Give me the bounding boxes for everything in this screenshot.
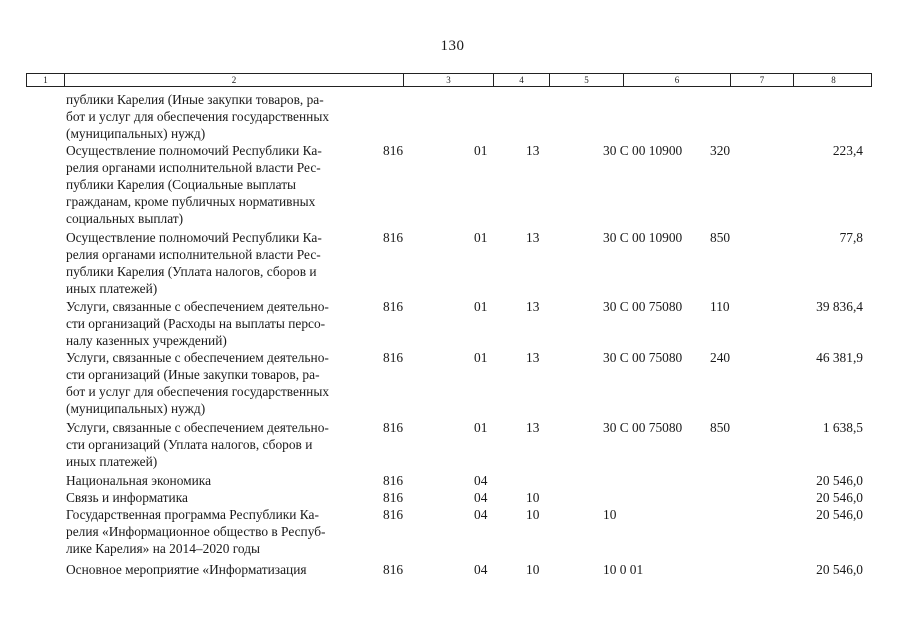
row-pr: 13 — [526, 230, 540, 245]
row-pr: 13 — [526, 143, 540, 158]
row-sum: 20 546,0 — [816, 490, 863, 505]
row-ved: 816 — [383, 490, 404, 505]
row-rz: 01 — [474, 230, 488, 245]
row-name: Услуги, связанные с обеспечением деятельно- сти организаций (Уплата налогов, сборов и иных платежей) — [66, 420, 329, 469]
row-vr: 110 — [710, 299, 730, 314]
row-pr: 13 — [526, 420, 540, 435]
table-header-row — [26, 73, 872, 87]
row-sum: 39 836,4 — [816, 299, 863, 314]
row-sum: 223,4 — [832, 143, 863, 158]
row-name: Услуги, связанные с обеспечением деятельно- сти организаций (Расходы на выплаты персо- налу казенных учреждений) — [66, 299, 329, 348]
row-name: Национальная экономика — [66, 473, 212, 488]
row-sum: 20 546,0 — [816, 507, 863, 522]
row-csr: 30 С 00 10900 — [603, 143, 683, 158]
header-col-6: 6 — [623, 74, 730, 86]
row-name: Услуги, связанные с обеспечением деятельно- сти организаций (Иные закупки товаров, ра- бот и услуг для обеспечения государственных (муниципальных) нужд) — [66, 350, 330, 416]
row-sum: 77,8 — [839, 230, 863, 245]
row-vr: 850 — [710, 230, 731, 245]
row-name: Связь и информатика — [66, 490, 188, 505]
row-rz: 04 — [474, 507, 488, 522]
row-ved: 816 — [383, 299, 404, 314]
row-sum: 46 381,9 — [816, 350, 863, 365]
row-name: Основное мероприятие «Информатизация — [66, 562, 307, 577]
row-rz: 04 — [474, 490, 488, 505]
row-ved: 816 — [383, 562, 404, 577]
row-sum: 1 638,5 — [822, 420, 863, 435]
row-rz: 01 — [474, 420, 488, 435]
row-vr: 240 — [710, 350, 731, 365]
row-rz: 04 — [474, 562, 488, 577]
row-name: Государственная программа Республики Ка- релия «Информационное общество в Респуб- лике Карелия» на 2014–2020 годы — [66, 507, 326, 556]
row-ved: 816 — [383, 420, 404, 435]
row-name: Осуществление полномочий Республики Ка- релия органами исполнительной власти Рес- публики Карелия (Социальные выплаты гражданам, кроме публичных нормативных социальных выплат) — [66, 143, 322, 226]
row-sum: 20 546,0 — [816, 562, 863, 577]
row-ved: 816 — [383, 473, 404, 488]
row-pr: 13 — [526, 299, 540, 314]
row-vr: 850 — [710, 420, 731, 435]
row-rz: 04 — [474, 473, 488, 488]
header-col-2: 2 — [64, 74, 403, 86]
header-col-1: 1 — [43, 75, 48, 85]
row-csr: 10 0 01 — [603, 562, 644, 577]
row-pr: 10 — [526, 507, 540, 522]
row-ved: 816 — [383, 507, 404, 522]
header-col-5: 5 — [549, 74, 623, 86]
row-csr: 30 С 00 75080 — [603, 350, 683, 365]
row-vr: 320 — [710, 143, 731, 158]
header-col-3: 3 — [403, 74, 493, 86]
row-rz: 01 — [474, 299, 488, 314]
header-col-4: 4 — [493, 74, 549, 86]
row-name: публики Карелия (Иные закупки товаров, ра- бот и услуг для обеспечения государственных (муниципальных) нужд) — [66, 92, 330, 141]
header-col-8: 8 — [793, 74, 873, 86]
header-col-7: 7 — [730, 74, 793, 86]
row-ved: 816 — [383, 143, 404, 158]
row-name: Осуществление полномочий Республики Ка- релия органами исполнительной власти Рес- публики Карелия (Уплата налогов, сборов и иных платежей) — [66, 230, 322, 296]
row-rz: 01 — [474, 350, 488, 365]
row-csr: 10 — [603, 507, 617, 522]
row-csr: 30 С 00 75080 — [603, 299, 683, 314]
row-csr: 30 С 00 75080 — [603, 420, 683, 435]
row-csr: 30 С 00 10900 — [603, 230, 683, 245]
row-pr: 10 — [526, 490, 540, 505]
row-ved: 816 — [383, 230, 404, 245]
page-number: 130 — [440, 38, 465, 54]
row-rz: 01 — [474, 143, 488, 158]
row-ved: 816 — [383, 350, 404, 365]
row-sum: 20 546,0 — [816, 473, 863, 488]
row-pr: 10 — [526, 562, 540, 577]
row-pr: 13 — [526, 350, 540, 365]
